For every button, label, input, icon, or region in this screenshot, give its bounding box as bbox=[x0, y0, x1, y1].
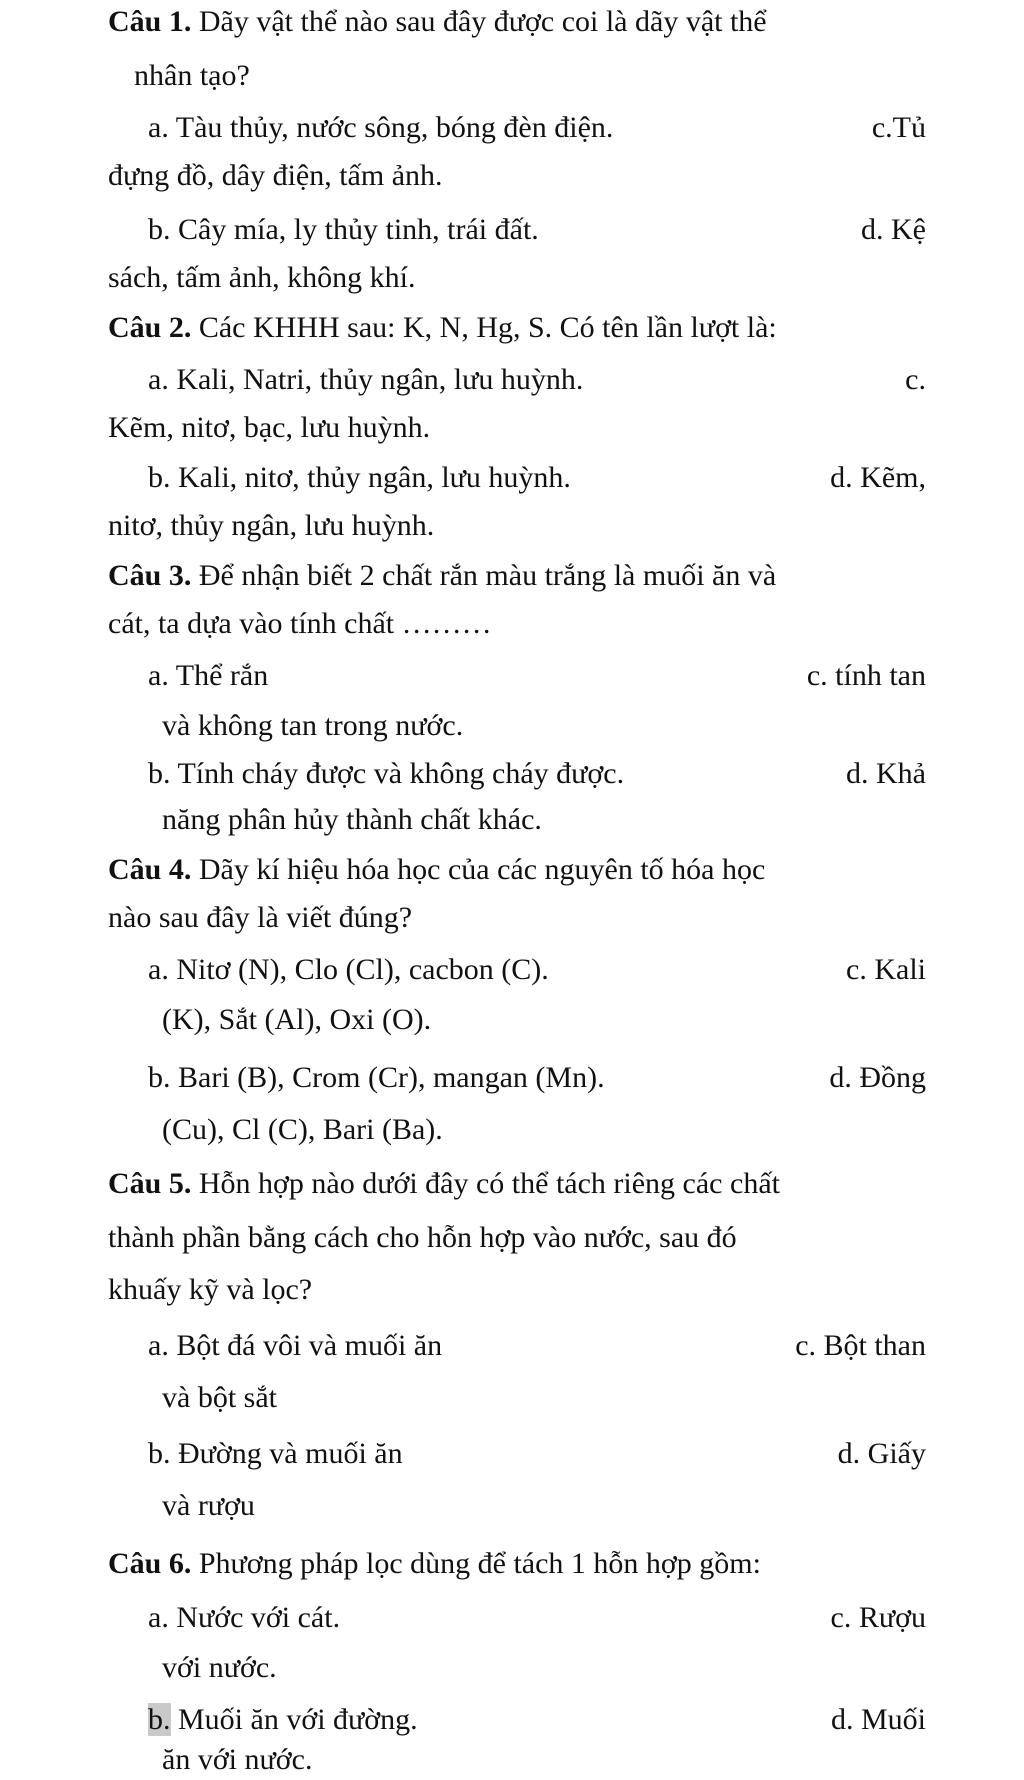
q4-option-row-ac bbox=[148, 950, 926, 990]
q1-stem-line-2: nhân tạo? bbox=[134, 59, 250, 92]
q6-option-row-bd bbox=[148, 1700, 926, 1740]
q6-option-d: d. Muối bbox=[830, 1703, 926, 1736]
q5-option-row-bd bbox=[148, 1434, 926, 1474]
q6-option-row-ac bbox=[148, 1598, 926, 1638]
q1-option-d-cont: sách, tấm ảnh, không khí. bbox=[108, 261, 416, 294]
q5-option-a: a. Bột đá vôi và muối ăn bbox=[148, 1329, 443, 1362]
q4-label: Câu 4. bbox=[108, 853, 192, 886]
q6-stem-text: Phương pháp lọc dùng để tách 1 hỗn hợp gồm: bbox=[198, 1547, 761, 1580]
q5-label: Câu 5. bbox=[108, 1167, 192, 1200]
q5-option-c-cont: và bột sắt bbox=[162, 1381, 277, 1414]
q6-option-d-cont: ăn với nước. bbox=[162, 1743, 313, 1776]
q2-option-d-cont: nitơ, thủy ngân, lưu huỳnh. bbox=[108, 509, 435, 542]
q3-stem-line-1 bbox=[108, 556, 926, 596]
q1-option-b: b. Cây mía, ly thủy tinh, trái đất. bbox=[148, 213, 539, 246]
q6-option-b bbox=[148, 1700, 418, 1740]
q2-option-row-bd bbox=[148, 458, 926, 498]
q1-stem-text: Dãy vật thể nào sau đây được coi là dãy vật thể bbox=[198, 5, 767, 38]
q4-option-row-bd bbox=[148, 1058, 926, 1098]
q6-option-b-text: Muối ăn với đường. bbox=[170, 1703, 418, 1736]
q4-option-d-cont: (Cu), Cl (C), Bari (Ba). bbox=[162, 1113, 443, 1146]
q2-stem-line-1 bbox=[108, 308, 926, 348]
q5-option-row-ac bbox=[148, 1326, 926, 1366]
q4-option-c: c. Kali bbox=[846, 953, 926, 986]
q1-option-d: d. Kệ bbox=[861, 213, 926, 246]
q3-option-row-bd bbox=[148, 754, 926, 794]
q2-label: Câu 2. bbox=[108, 311, 192, 344]
q5-stem-line-2: thành phần bằng cách cho hỗn hợp vào nước, sau đó bbox=[108, 1221, 737, 1254]
q2-option-c: c. bbox=[905, 363, 926, 396]
q3-option-c-cont: và không tan trong nước. bbox=[162, 709, 464, 742]
q1-option-row-bd bbox=[148, 210, 926, 250]
q5-stem-line-1 bbox=[108, 1164, 926, 1204]
q5-stem-line-3: khuấy kỹ và lọc? bbox=[108, 1273, 313, 1306]
q3-option-b: b. Tính cháy được và không cháy được. bbox=[148, 757, 625, 790]
q2-option-b: b. Kali, nitơ, thủy ngân, lưu huỳnh. bbox=[148, 461, 571, 494]
q4-option-d: d. Đồng bbox=[829, 1061, 926, 1094]
q6-option-b-marker-highlight: b. bbox=[148, 1703, 171, 1736]
q3-option-c: c. tính tan bbox=[806, 659, 926, 692]
q6-option-c-cont: với nước. bbox=[162, 1651, 277, 1684]
q4-option-c-cont: (K), Sắt (Al), Oxi (O). bbox=[162, 1003, 432, 1036]
q3-stem-text: Để nhận biết 2 chất rắn màu trắng là muối ăn và bbox=[198, 559, 777, 592]
q4-stem-line-1 bbox=[108, 850, 926, 890]
q3-option-d-cont: năng phân hủy thành chất khác. bbox=[162, 803, 542, 836]
q1-option-row-ac bbox=[148, 108, 926, 148]
q1-label: Câu 1. bbox=[108, 5, 192, 38]
q1-option-c-cont: đựng đồ, dây điện, tấm ảnh. bbox=[108, 159, 443, 192]
q5-stem-text: Hỗn hợp nào dưới đây có thể tách riêng các chất bbox=[198, 1167, 780, 1200]
q4-option-a: a. Nitơ (N), Clo (Cl), cacbon (C). bbox=[148, 953, 549, 986]
q3-stem-line-2: cát, ta dựa vào tính chất ……… bbox=[108, 607, 492, 640]
q2-option-d: d. Kẽm, bbox=[830, 461, 926, 494]
q3-label: Câu 3. bbox=[108, 559, 192, 592]
q6-option-c: c. Rượu bbox=[830, 1601, 926, 1634]
q2-option-row-ac bbox=[148, 360, 926, 400]
q5-option-d-cont: và rượu bbox=[162, 1489, 255, 1522]
q6-stem-line-1 bbox=[108, 1544, 926, 1584]
q3-option-row-ac bbox=[148, 656, 926, 696]
q5-option-b: b. Đường và muối ăn bbox=[148, 1437, 403, 1470]
q3-option-d: d. Khả bbox=[846, 757, 926, 790]
q5-option-c: c. Bột than bbox=[795, 1329, 926, 1362]
q6-option-a: a. Nước với cát. bbox=[148, 1601, 341, 1634]
q5-option-d: d. Giấy bbox=[837, 1437, 926, 1470]
q1-option-c: c.Tủ bbox=[871, 111, 926, 144]
q4-stem-line-2: nào sau đây là viết đúng? bbox=[108, 901, 413, 934]
q2-stem-text: Các KHHH sau: K, N, Hg, S. Có tên lần lượt là: bbox=[198, 311, 777, 344]
q6-label: Câu 6. bbox=[108, 1547, 192, 1580]
q4-option-b: b. Bari (B), Crom (Cr), mangan (Mn). bbox=[148, 1061, 605, 1094]
q1-option-a: a. Tàu thủy, nước sông, bóng đèn điện. bbox=[148, 111, 614, 144]
q4-stem-text: Dãy kí hiệu hóa học của các nguyên tố hóa học bbox=[198, 853, 766, 886]
q1-stem-line-1 bbox=[108, 2, 926, 42]
q2-option-c-cont: Kẽm, nitơ, bạc, lưu huỳnh. bbox=[108, 411, 431, 444]
q3-option-a: a. Thể rắn bbox=[148, 659, 269, 692]
q2-option-a: a. Kali, Natri, thủy ngân, lưu huỳnh. bbox=[148, 363, 584, 396]
